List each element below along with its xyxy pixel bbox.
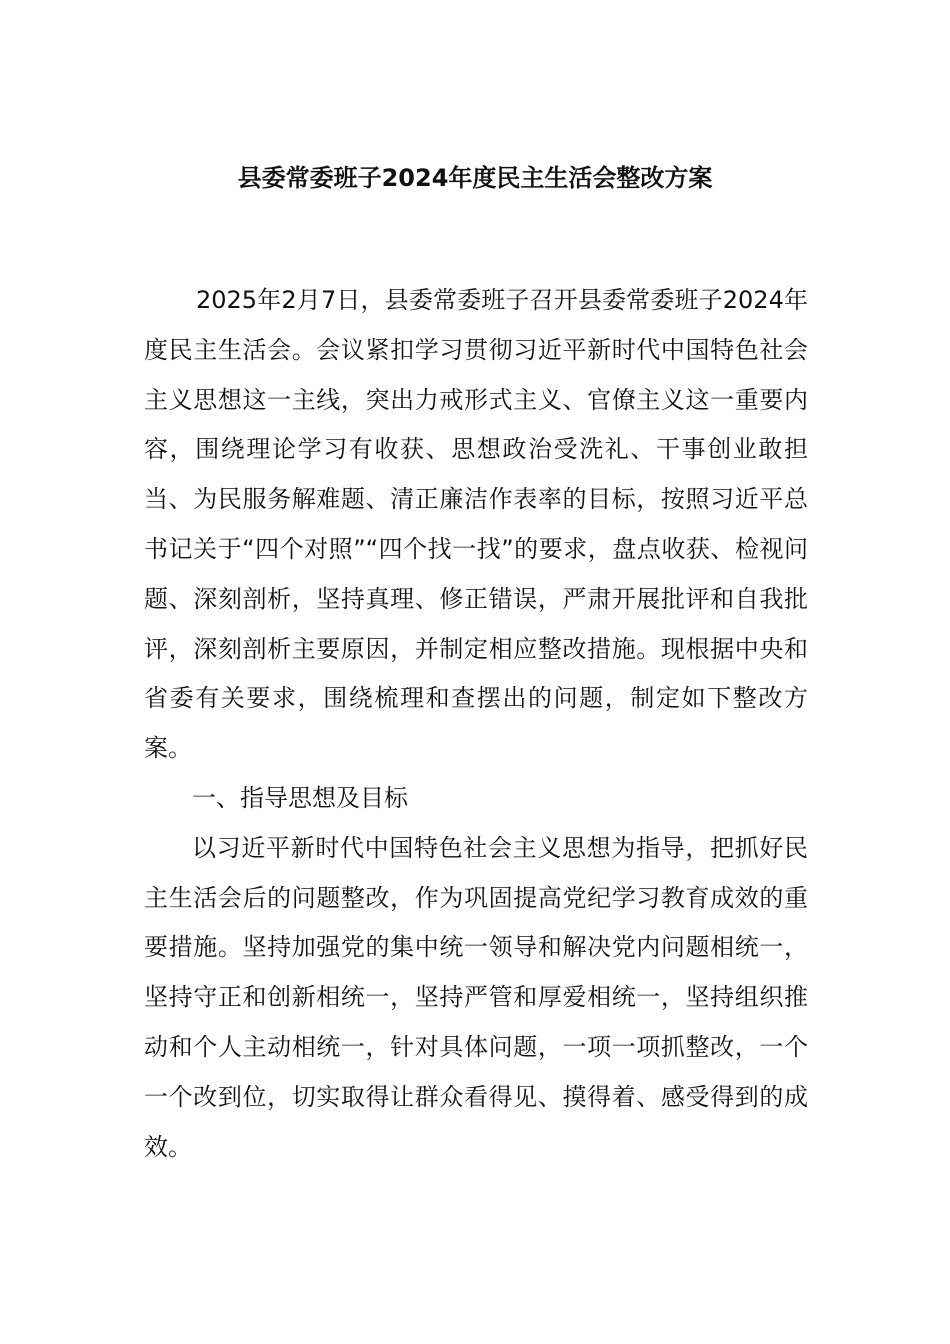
guiding-ideology-paragraph: 以习近平新时代中国特色社会主义思想为指导，把抓好民主生活会后的问题整改，作为巩固提高党纪学习教育成效的重要措施。坚持加强党的集中统一领导和解决党内问题相统一，坚持守正和创新相统一，坚持严管和厚爱相统一，坚持组织推动和个人主动相统一，针对具体问题，一项一项抓整改，一个一个改到位，切实取得让群众看得见、摸得着、感受得到的成效。 (144, 833, 808, 1161)
section-heading-guiding-ideology: 一、指导思想及目标 (192, 783, 408, 812)
intro-paragraph: 2025年2月7日，县委常委班子召开县委常委班子2024年度民主生活会。会议紧扣学习贯彻习近平新时代中国特色社会主义思想这一主线，突出力戒形式主义、官僚主义这一重要内容，围绕理论学习有收获、思想政治受洗礼、干事创业敢担当、为民服务解难题、清正廉洁作表率的目标，按照习近平总书记关于“四个对照”“四个找一找”的要求，盘点收获、检视问题、深刻剖析，坚持真理、修正错误，严肃开展批评和自我批评，深刻剖析主要原因，并制定相应整改措施。现根据中央和省委有关要求，围绕梳理和查摆出的问题，制定如下整改方案。 (144, 286, 808, 763)
document-body (144, 276, 808, 1172)
document-title: 县委常委班子2024年度民主生活会整改方案 (237, 164, 713, 192)
